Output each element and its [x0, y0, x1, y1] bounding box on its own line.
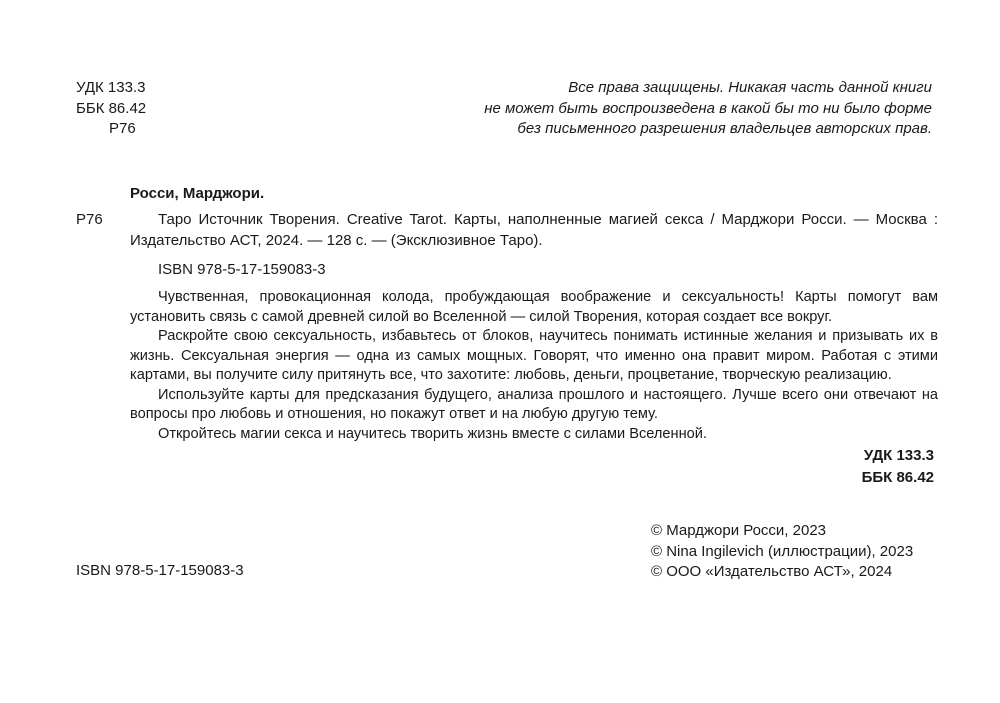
annotation-paragraph: Чувственная, провокационная колода, пробуждающая воображение и сексуальность! Карты помогут вам установить связь с самой древней силой во Вселенной — силой Творения, которая создает все вокруг. [130, 289, 938, 325]
classification-codes [862, 445, 934, 489]
header-codes [76, 78, 146, 140]
copyright-line: © Nina Ingilevich (иллюстрации), 2023 [651, 542, 914, 560]
annotation-paragraph: Откройтесь магии секса и научитесь творить жизнь вместе с силами Вселенной. [158, 425, 707, 442]
classification-bbk: ББК 86.42 [861, 469, 934, 486]
rights-line: без письменного разрешения владельцев авторских прав. [517, 120, 932, 137]
record-cutter: Р76 [76, 211, 103, 228]
annotation-paragraph: Используйте карты для предсказания будущего, анализа прошлого и настоящего. Лучше всего они отвечают на вопросы про любовь и отношения, но покажут ответ и на любую другую тему. [130, 386, 938, 422]
rights-line: не может быть воспроизведена в какой бы то ни было форме [484, 99, 932, 117]
header-bbk: ББК 86.42 [76, 99, 147, 117]
rights-line: Все права защищены. Никакая часть данной книги [568, 79, 932, 96]
annotation [130, 288, 938, 444]
footer-isbn: ISBN 978-5-17-159083-3 [76, 562, 244, 579]
rights-notice [484, 78, 932, 140]
copyright-line: © Марджори Росси, 2023 [651, 522, 827, 539]
header-cutter: Р76 [109, 120, 136, 137]
record-isbn: ISBN 978-5-17-159083-3 [158, 261, 326, 278]
record-description: Таро Источник Творения. Creative Tarot. Карты, наполненные магией секса / Марджори Росси. — Москва : Издательство АСТ, 2024. — 128 с. — (Эксклюзивное Таро). [130, 211, 938, 249]
annotation-paragraph: Раскройте свою сексуальность, избавьтесь от блоков, научитесь понимать истинные желания и призывать их в жизнь. Сексуальная энергия — одна из самых мощных. Говорят, что именно она правит миром. Работая с этими картами, вы получите силу притянуть все, что захотите: любовь, деньги, процветание, творческую реализацию. [130, 328, 938, 383]
header-udk: УДК 133.3 [76, 79, 146, 96]
record-author: Росси, Марджори. [130, 185, 265, 202]
classification-udk: УДК 133.3 [863, 447, 934, 464]
copyright-block [651, 521, 913, 583]
copyright-line: © ООО «Издательство АСТ», 2024 [651, 563, 893, 580]
